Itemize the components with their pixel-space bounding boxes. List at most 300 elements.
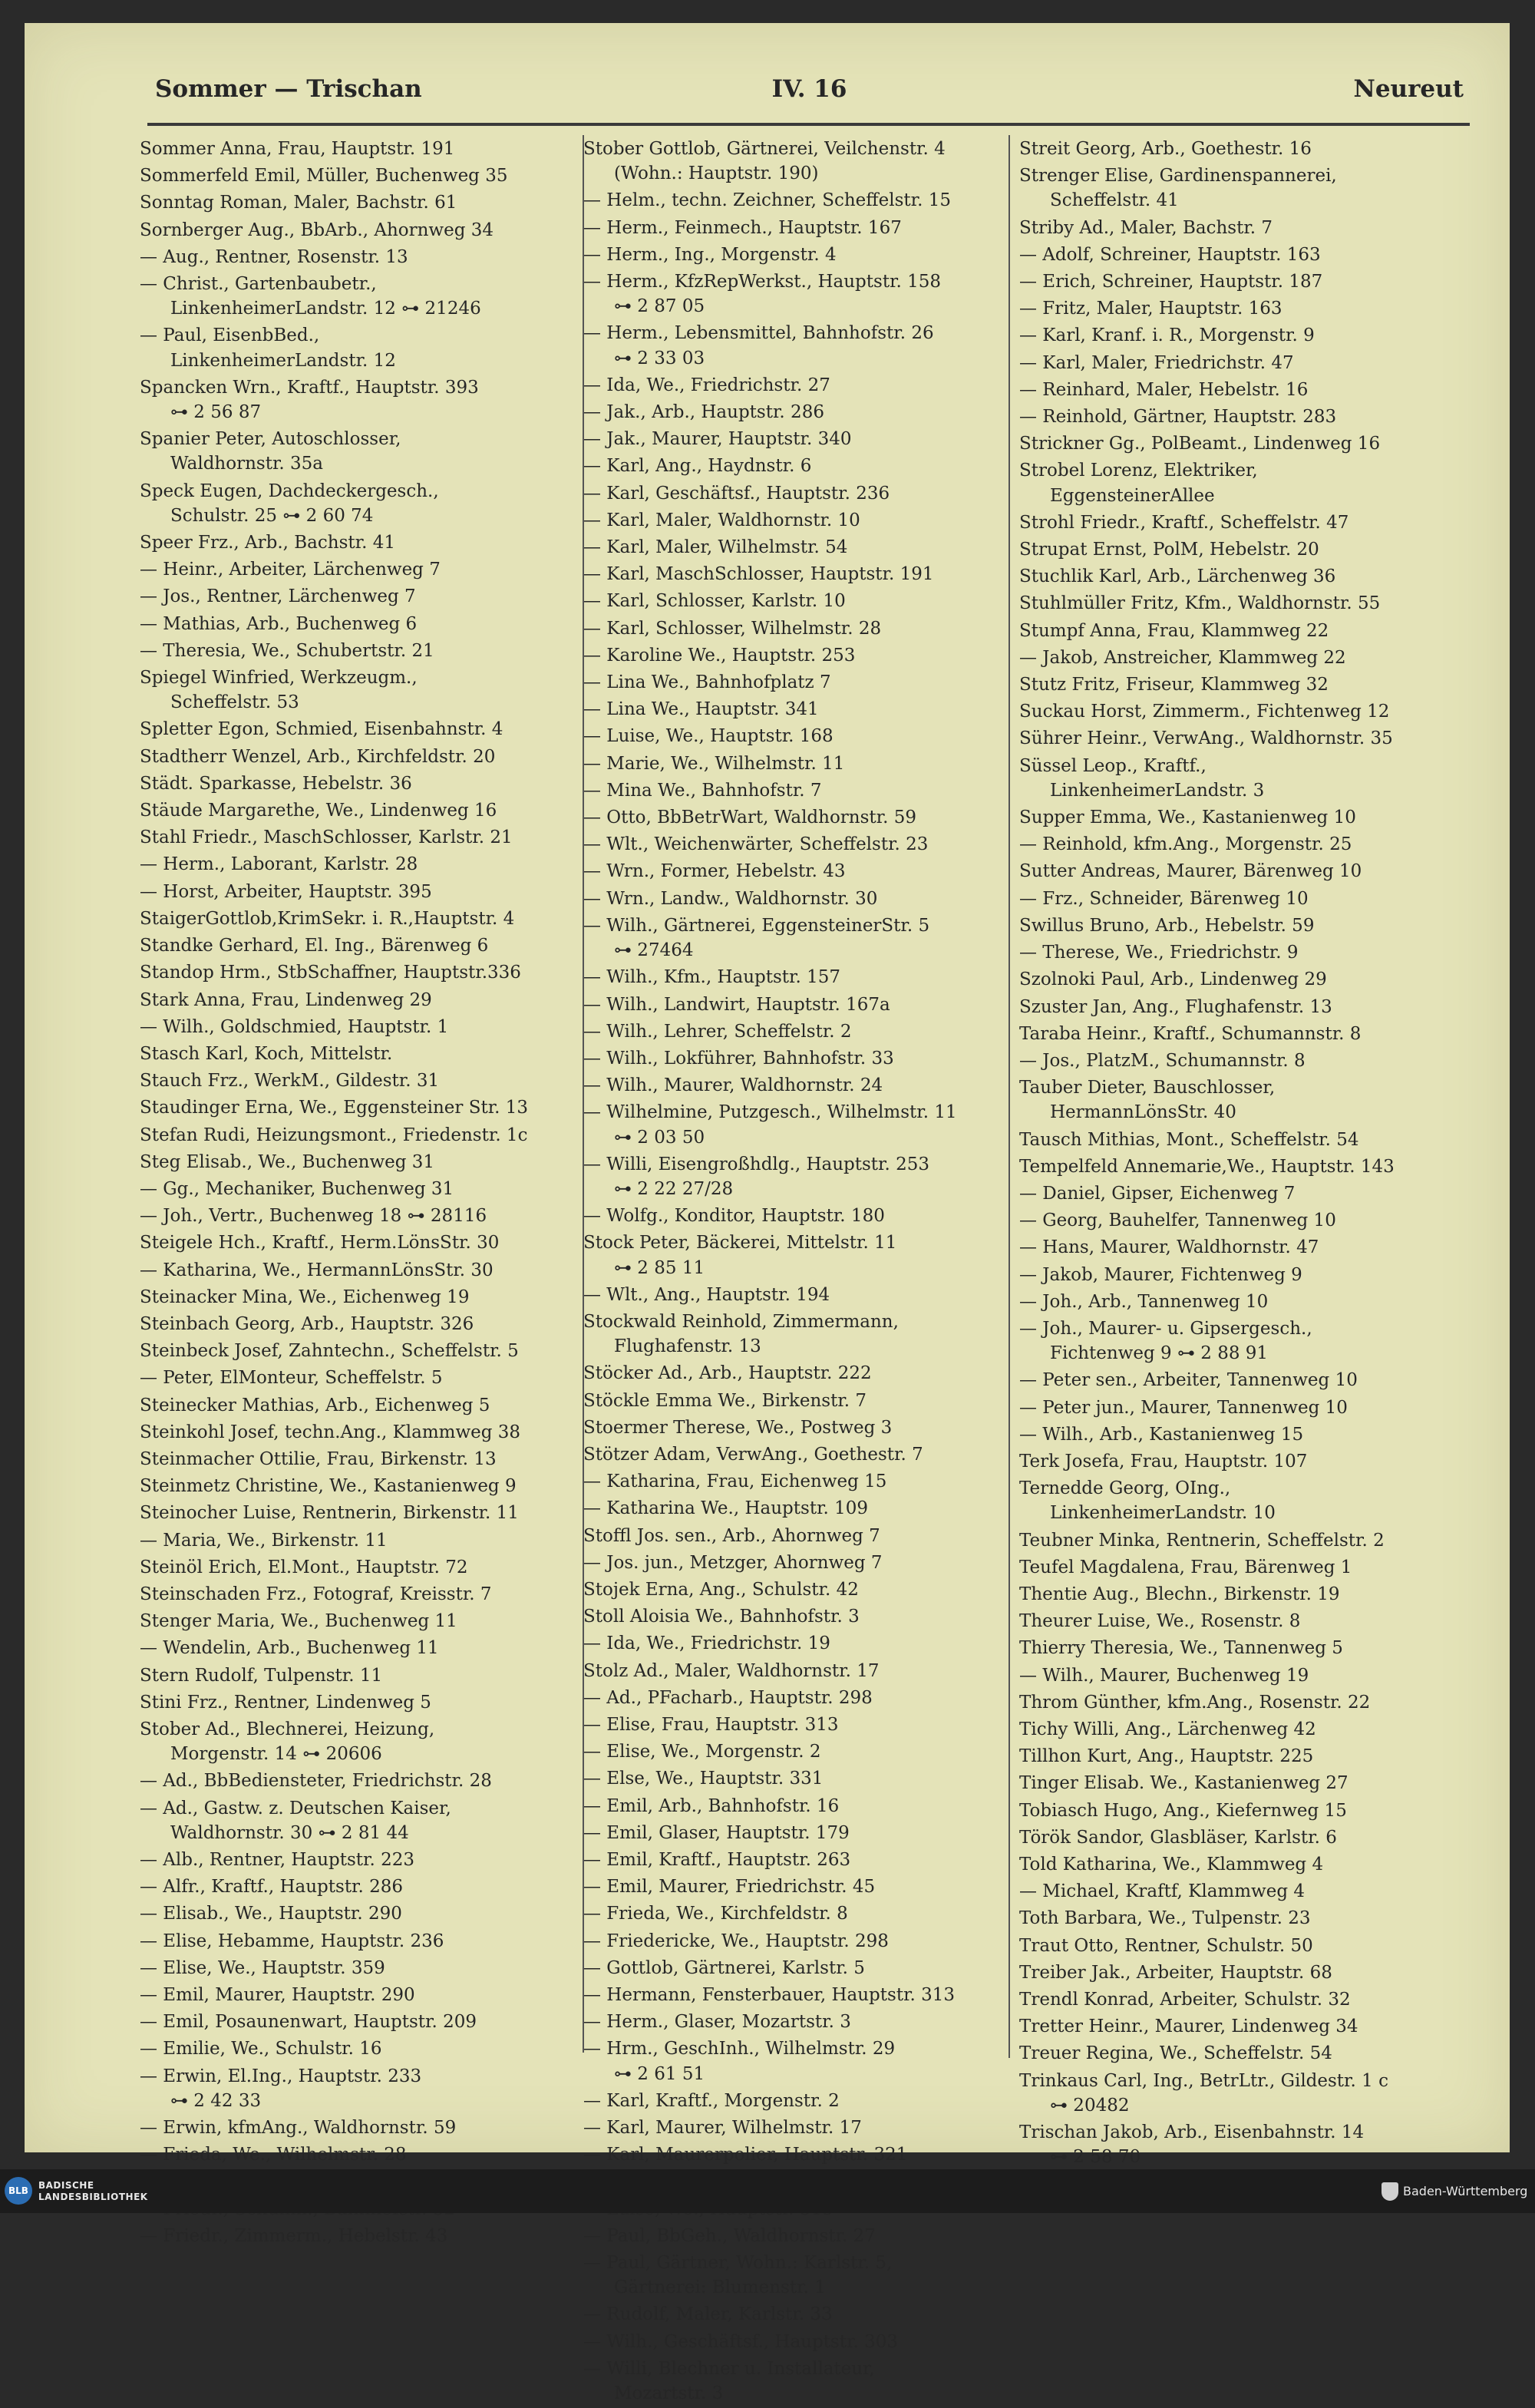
directory-entry	[140, 1339, 577, 1363]
entry-line: Ternedde Georg, OIng.,	[1019, 1478, 1231, 1499]
entry-line: Tichy Willi, Ang., Lärchenweg 42	[1019, 1719, 1316, 1739]
directory-entry	[1019, 726, 1472, 751]
entry-line: — Karoline We., Hauptstr. 253	[583, 645, 856, 666]
entry-continuation-line: LinkenheimerLandstr. 10	[1050, 1503, 1276, 1524]
entry-line: — Herm., Glaser, Mozartstr. 3	[583, 2012, 851, 2033]
entry-line: Stasch Karl, Koch, Mittelstr.	[140, 1043, 393, 1064]
directory-entry	[1019, 1636, 1472, 1660]
entry-line: — Gg., Mechaniker, Buchenweg 31	[140, 1178, 454, 1199]
directory-entry	[1019, 1744, 1472, 1769]
directory-entry	[1019, 137, 1472, 161]
directory-entry	[583, 859, 1002, 884]
directory-entry	[583, 508, 1002, 533]
entry-line: — Friedr., Zimmerm., Hebelstr. 43	[140, 2225, 448, 2246]
entry-line: — Peter sen., Arbeiter, Tannenweg 10	[1019, 1370, 1358, 1391]
entry-line: — Fritz, Maler, Hauptstr. 163	[1019, 299, 1282, 319]
entry-line: Stötzer Adam, VerwAng., Goethestr. 7	[583, 1444, 923, 1465]
entry-line: — Alfr., Kraftf., Hauptstr. 286	[140, 1877, 404, 1898]
entry-continuation-line: ⊶ 2 85 11	[614, 1257, 705, 1278]
directory-entry	[140, 164, 577, 188]
directory-entry	[583, 805, 1002, 830]
directory-entry	[140, 2142, 577, 2167]
directory-entry	[583, 1766, 1002, 1791]
directory-entry	[140, 1501, 577, 1525]
entry-line: — Mathias, Arb., Buchenweg 6	[140, 613, 418, 634]
entry-line: Trischan Jakob, Arb., Eisenbahnstr. 14	[1019, 2122, 1365, 2143]
directory-entry	[583, 913, 1002, 963]
entry-line: Thentie Aug., Blechn., Birkenstr. 19	[1019, 1584, 1340, 1604]
entry-line: Stadtherr Wenzel, Arb., Kirchfeldstr. 20	[140, 746, 496, 767]
directory-entry	[140, 1204, 577, 1228]
entry-line: Städt. Sparkasse, Hebelstr. 36	[140, 773, 412, 794]
directory-column-3	[1019, 137, 1472, 2172]
directory-entry	[140, 1366, 577, 1390]
directory-entry	[1019, 269, 1472, 294]
entry-continuation-line: Flughafenstr. 13	[614, 1336, 761, 1357]
entry-line: — Rudolf, Maler, Karlstr. 33	[583, 2304, 833, 2325]
directory-entry	[140, 1929, 577, 1954]
entry-continuation-line: ⊶ 2 03 50	[614, 1127, 705, 1148]
directory-entry	[583, 269, 1002, 319]
entry-line: — Horst, Arbeiter, Hauptstr. 395	[140, 881, 432, 902]
directory-entry	[583, 1901, 1002, 1926]
library-footer	[0, 2169, 1535, 2213]
directory-entry	[140, 479, 577, 528]
directory-entry	[1019, 351, 1472, 375]
directory-entry	[1019, 1934, 1472, 1958]
entry-line: Szuster Jan, Ang., Flughafenstr. 13	[1019, 996, 1332, 1017]
entry-line: Strenger Elise, Gardinenspannerei,	[1019, 166, 1337, 187]
directory-entry	[583, 1713, 1002, 1737]
directory-entry	[140, 1636, 577, 1660]
entry-continuation-line: ⊶ 2 22 27/28	[614, 1178, 734, 1199]
directory-entry	[1019, 1208, 1472, 1233]
page-header	[155, 69, 1464, 123]
entry-line: Stuchlik Karl, Arb., Lärchenweg 36	[1019, 566, 1336, 587]
entry-line: — Katharina, We., HermannLönsStr. 30	[140, 1260, 494, 1280]
entry-line: Stober Ad., Blechnerei, Heizung,	[140, 1719, 435, 1739]
directory-entry	[140, 557, 577, 582]
entry-line: — Ida, We., Friedrichstr. 27	[583, 375, 830, 395]
directory-entry	[583, 535, 1002, 560]
entry-line: Stober Gottlob, Gärtnerei, Veilchenstr. 4	[583, 139, 946, 159]
entry-line: Stöckle Emma We., Birkenstr. 7	[583, 1390, 867, 1411]
entry-line: — Therese, We., Friedrichstr. 9	[1019, 943, 1299, 963]
directory-entry	[583, 2010, 1002, 2034]
entry-line: — Ad., PFacharb., Hauptstr. 298	[583, 1687, 873, 1708]
entry-line: Spletter Egon, Schmied, Eisenbahnstr. 4	[140, 719, 503, 740]
entry-line: Striby Ad., Maler, Bachstr. 7	[1019, 217, 1273, 238]
directory-entry	[583, 2302, 1002, 2327]
directory-entry	[1019, 296, 1472, 321]
directory-entry	[583, 1415, 1002, 1440]
entry-line: Tillhon Kurt, Ang., Hauptstr. 225	[1019, 1746, 1314, 1767]
entry-line: Szolnoki Paul, Arb., Lindenweg 29	[1019, 969, 1327, 990]
entry-line: Stoffl Jos. sen., Arb., Ahornweg 7	[583, 1525, 880, 1546]
directory-entry	[140, 852, 577, 877]
entry-line: Stini Frz., Rentner, Lindenweg 5	[140, 1692, 431, 1713]
entry-line: — Wilh., Landwirt, Hauptstr. 167a	[583, 994, 890, 1015]
entry-line: Steinmacher Ottilie, Frau, Birkenstr. 13	[140, 1448, 497, 1469]
directory-entry	[583, 1604, 1002, 1629]
directory-entry	[583, 751, 1002, 776]
entry-line: — Luise, We., Hauptstr. 168	[583, 726, 834, 747]
directory-entry	[140, 1069, 577, 1093]
entry-line: Stoermer Therese, We., Postweg 3	[583, 1417, 893, 1438]
directory-entry	[140, 1717, 577, 1766]
directory-entry	[140, 1447, 577, 1472]
entry-continuation-line: Schulstr. 25 ⊶ 2 60 74	[170, 505, 374, 526]
entry-line: — Karl, Maler, Wilhelmstr. 54	[583, 537, 848, 558]
directory-entry	[140, 960, 577, 985]
entry-line: — Karl, Schlosser, Karlstr. 10	[583, 591, 846, 612]
directory-column-1	[140, 137, 577, 2251]
directory-entry	[583, 2224, 1002, 2248]
directory-entry	[140, 190, 577, 215]
entry-line: — Christ., Gartenbaubetr.,	[140, 274, 377, 295]
entry-line: Steinschaden Frz., Fotograf, Kreisstr. 7	[140, 1584, 492, 1604]
directory-entry	[140, 1420, 577, 1445]
directory-entry	[140, 988, 577, 1012]
entry-line: — Wolfg., Konditor, Hauptstr. 180	[583, 1206, 885, 1227]
entry-line: Stark Anna, Frau, Lindenweg 29	[140, 989, 432, 1010]
directory-entry	[583, 1524, 1002, 1548]
entry-line: Theurer Luise, We., Rosenstr. 8	[1019, 1611, 1301, 1632]
header-section-number: IV. 16	[771, 75, 847, 103]
directory-entry	[583, 1361, 1002, 1386]
directory-entry	[1019, 431, 1472, 456]
entry-line: — Wlt., Ang., Hauptstr. 194	[583, 1284, 830, 1305]
directory-entry	[140, 1258, 577, 1283]
entry-line: — Emil, Glaser, Hauptstr. 179	[583, 1822, 850, 1843]
entry-line: Throm Günther, kfm.Ang., Rosenstr. 22	[1019, 1692, 1371, 1713]
entry-line: — Erich, Schreiner, Hauptstr. 187	[1019, 272, 1323, 292]
entry-line: — Else, We., Hauptstr. 331	[583, 1769, 824, 1789]
entry-line: — Wilhelmine, Putzgesch., Wilhelmstr. 11	[583, 1102, 957, 1123]
entry-continuation-line: Scheffelstr. 53	[170, 692, 299, 713]
entry-continuation-line: ⊶ 2 42 33	[170, 2090, 262, 2111]
entry-line: — Herm., Ing., Morgenstr. 4	[583, 244, 837, 265]
directory-entry	[583, 1686, 1002, 1710]
directory-entry	[583, 2036, 1002, 2086]
entry-line: Sornberger Aug., BbArb., Ahornweg 34	[140, 220, 494, 240]
entry-line: Steg Elisab., We., Buchenweg 31	[140, 1151, 435, 1172]
entry-line: Toth Barbara, We., Tulpenstr. 23	[1019, 1908, 1311, 1929]
entry-line: — Wilh., Lehrer, Scheffelstr. 2	[583, 1021, 852, 1042]
directory-entry	[1019, 1825, 1472, 1850]
directory-entry	[583, 1983, 1002, 2007]
entry-line: Stock Peter, Bäckerei, Mittelstr. 11	[583, 1233, 897, 1254]
directory-entry	[583, 188, 1002, 213]
directory-entry	[1019, 1717, 1472, 1742]
entry-line: — Wrn., Former, Hebelstr. 43	[583, 861, 846, 882]
entry-line: — Karl, Ang., Haydnstr. 6	[583, 456, 812, 477]
directory-entry	[140, 880, 577, 904]
directory-entry	[1019, 1663, 1472, 1688]
entry-line: — Reinhold, Gärtner, Hauptstr. 283	[1019, 407, 1337, 428]
directory-entry	[1019, 1181, 1472, 1206]
entry-line: — Alb., Rentner, Hauptstr. 223	[140, 1850, 415, 1870]
entry-line: — Jos., Rentner, Lärchenweg 7	[140, 586, 416, 607]
directory-entry	[583, 965, 1002, 989]
entry-line: — Ad., BbBediensteter, Friedrichstr. 28	[140, 1771, 492, 1792]
directory-entry	[583, 1929, 1002, 1954]
entry-line: — Peter jun., Maurer, Tannenweg 10	[1019, 1397, 1348, 1418]
directory-entry	[583, 1019, 1002, 1044]
entry-line: Speer Frz., Arb., Bachstr. 41	[140, 533, 395, 553]
entry-line: Stöcker Ad., Arb., Hauptstr. 222	[583, 1363, 872, 1384]
entry-line: Spanier Peter, Autoschlosser,	[140, 429, 401, 450]
entry-continuation-line: ⊶ 2 61 51	[614, 2063, 705, 2084]
entry-line: Sommer Anna, Frau, Hauptstr. 191	[140, 139, 455, 159]
entry-line: — Aug., Rentner, Rosenstr. 13	[140, 246, 408, 267]
entry-line: Steinbach Georg, Arb., Hauptstr. 326	[140, 1313, 474, 1334]
entry-line: Tempelfeld Annemarie,We., Hauptstr. 143	[1019, 1156, 1395, 1177]
entry-line: — Hermann, Fensterbauer, Hauptstr. 313	[583, 1985, 956, 2006]
directory-entry	[1019, 564, 1472, 589]
directory-entry	[1019, 2069, 1472, 2118]
directory-entry	[1019, 537, 1472, 562]
directory-entry	[140, 612, 577, 636]
entry-line: Steinacker Mina, We., Eichenweg 19	[140, 1287, 470, 1307]
entry-continuation-line: LinkenheimerLandstr. 12 ⊶ 21246	[170, 299, 481, 319]
directory-entry	[1019, 832, 1472, 857]
entry-line: Stäude Margarethe, We., Lindenweg 16	[140, 801, 497, 821]
entry-line: — Karl, MaschSchlosser, Hauptstr. 191	[583, 564, 934, 585]
entry-line: — Herm., Feinmech., Hauptstr. 167	[583, 217, 902, 238]
entry-line: — Katharina We., Hauptstr. 109	[583, 1498, 869, 1519]
entry-continuation-line: ⊶ 2 33 03	[614, 348, 705, 368]
directory-entry	[1019, 1290, 1472, 1314]
directory-entry	[140, 2010, 577, 2034]
directory-column-2	[583, 137, 1002, 2408]
directory-entry	[583, 1310, 1002, 1359]
directory-entry	[140, 1230, 577, 1255]
directory-entry	[140, 1177, 577, 1201]
entry-line: Stefan Rudi, Heizungsmont., Friedenstr. 1c	[140, 1125, 528, 1145]
entry-line: — Elise, We., Morgenstr. 2	[583, 1742, 821, 1762]
directory-entry	[583, 832, 1002, 857]
entry-line: — Emil, Posaunenwart, Hauptstr. 209	[140, 2012, 477, 2033]
directory-entry	[1019, 1154, 1472, 1179]
directory-entry	[140, 1312, 577, 1336]
entry-line: Terk Josefa, Frau, Hauptstr. 107	[1019, 1451, 1308, 1472]
entry-line: Teufel Magdalena, Frau, Bärenweg 1	[1019, 1557, 1352, 1577]
entry-line: — Wilh., Lokführer, Bahnhofstr. 33	[583, 1048, 894, 1069]
directory-entry	[583, 481, 1002, 506]
directory-entry	[140, 1123, 577, 1148]
entry-line: Spiegel Winfried, Werkzeugm.,	[140, 668, 418, 689]
directory-entry	[1019, 859, 1472, 884]
directory-entry	[583, 1956, 1002, 1980]
directory-entry	[140, 717, 577, 742]
entry-line: Traut Otto, Rentner, Schulstr. 50	[1019, 1935, 1313, 1956]
directory-entry	[1019, 619, 1472, 643]
entry-line: Trinkaus Carl, Ing., BetrLtr., Gildestr. 1 c	[1019, 2070, 1388, 2091]
entry-line: — Mina We., Bahnhofstr. 7	[583, 780, 822, 801]
entry-line: Stahl Friedr., MaschSchlosser, Karlstr. 21	[140, 827, 513, 848]
directory-entry	[583, 1794, 1002, 1818]
entry-line: — Frieda, We., Kirchfeldstr. 8	[583, 1904, 848, 1924]
directory-entry	[140, 1528, 577, 1553]
entry-continuation-line: Morgenstr. 14 ⊶ 20606	[170, 1744, 382, 1765]
directory-entry	[1019, 646, 1472, 670]
entry-continuation-line: Gärtnerei: Blumenstr. 1	[614, 2278, 826, 2298]
entry-line: Stuhlmüller Fritz, Kfm., Waldhornstr. 55	[1019, 593, 1381, 614]
entry-line: — Katharina, Frau, Eichenweg 15	[583, 1472, 887, 1492]
directory-entry	[140, 745, 577, 769]
directory-entry	[140, 245, 577, 269]
entry-line: — Karl, Maler, Friedrichstr. 47	[1019, 352, 1294, 373]
entry-continuation-line: LinkenheimerLandstr. 3	[1050, 780, 1265, 801]
directory-entry	[583, 1442, 1002, 1467]
entry-continuation-line: Fichtenweg 9 ⊶ 2 88 91	[1050, 1343, 1269, 1364]
directory-entry	[1019, 1049, 1472, 1073]
directory-entry	[1019, 1987, 1472, 2012]
entry-line: Taraba Heinr., Kraftf., Schumannstr. 8	[1019, 1023, 1362, 1044]
directory-entry	[1019, 1235, 1472, 1260]
entry-line: Süssel Leop., Kraftf.,	[1019, 755, 1207, 776]
entry-line: — Otto, BbBetrWart, Waldhornstr. 59	[583, 808, 917, 828]
directory-entry	[1019, 1263, 1472, 1287]
entry-line: — Erwin, El.Ing., Hauptstr. 233	[140, 2066, 422, 2086]
entry-line: — Karl, Maler, Waldhornstr. 10	[583, 510, 860, 530]
state-crest-icon	[1382, 2182, 1398, 2201]
entry-line: — Maria, We., Birkenstr. 11	[140, 1530, 388, 1551]
entry-line: — Wilh., Maurer, Buchenweg 19	[1019, 1665, 1309, 1686]
directory-entry	[140, 1285, 577, 1310]
directory-entry	[583, 616, 1002, 641]
directory-entry	[583, 2142, 1002, 2167]
library-name: BADISCHE LANDESBIBLIOTHEK	[38, 2180, 148, 2202]
entry-line: Steinocher Luise, Rentnerin, Birkenstr. 11	[140, 1503, 519, 1524]
entry-line: — Karl, Kraftf., Morgenstr. 2	[583, 2090, 840, 2111]
entry-line: — Willi, Eisengroßhdlg., Hauptstr. 253	[583, 1154, 930, 1174]
entry-line: — Wlt., Weichenwärter, Scheffelstr. 23	[583, 834, 929, 855]
directory-entry	[583, 1152, 1002, 1201]
entry-line: Trendl Konrad, Arbeiter, Schulstr. 32	[1019, 1990, 1351, 2010]
entry-line: — Karl, Maurerpolier, Hauptstr. 321	[583, 2145, 908, 2165]
entry-line: — Paul, Gärtner, Wohn.: Karlstr. 5,	[583, 2253, 893, 2274]
entry-line: Stolz Ad., Maler, Waldhornstr. 17	[583, 1660, 880, 1681]
directory-entry	[583, 1496, 1002, 1521]
directory-entry	[583, 2330, 1002, 2354]
directory-entry	[140, 218, 577, 243]
entry-line: — Jos. jun., Metzger, Ahornweg 7	[583, 1552, 883, 1573]
entry-line: Stauch Frz., WerkM., Gildestr. 31	[140, 1071, 440, 1092]
entry-line: — Jakob, Maurer, Fichtenweg 9	[1019, 1264, 1302, 1285]
entry-line: — Elise, We., Hauptstr. 359	[140, 1957, 385, 1978]
entry-line: Stoll Aloisia We., Bahnhofstr. 3	[583, 1607, 860, 1627]
directory-entry	[583, 2089, 1002, 2113]
entry-line: Stutz Fritz, Friseur, Klammweg 32	[1019, 675, 1329, 695]
entry-line: — Karl, Kranf. i. R., Morgenstr. 9	[1019, 325, 1315, 346]
entry-line: Supper Emma, We., Kastanienweg 10	[1019, 808, 1356, 828]
directory-entry	[1019, 1449, 1472, 1474]
header-rule	[147, 123, 1470, 126]
entry-line: — Friedericke, We., Hauptstr. 298	[583, 1931, 889, 1951]
directory-entry	[1019, 1879, 1472, 1904]
entry-line: Steinöl Erich, El.Mont., Hauptstr. 72	[140, 1557, 468, 1577]
entry-line: — Wendelin, Arb., Buchenweg 11	[140, 1638, 439, 1659]
entry-line: — Lina We., Bahnhofplatz 7	[583, 672, 831, 693]
directory-entry	[1019, 1368, 1472, 1392]
entry-line: — Ida, We., Friedrichstr. 19	[583, 1633, 830, 1654]
entry-line: — Theresia, We., Schubertstr. 21	[140, 640, 434, 661]
entry-line: Spancken Wrn., Kraftf., Hauptstr. 393	[140, 377, 479, 398]
directory-entry	[583, 643, 1002, 668]
entry-line: — Helm., techn. Zeichner, Scheffelstr. 15	[583, 190, 951, 211]
entry-line: — Herm., KfzRepWerkst., Hauptstr. 158	[583, 272, 942, 292]
entry-continuation-line: Waldhornstr. 30 ⊶ 2 81 44	[170, 1822, 409, 1843]
entry-line: — Herm., Laborant, Karlstr. 28	[140, 854, 418, 875]
entry-line: — Elise, Frau, Hauptstr. 313	[583, 1714, 839, 1735]
entry-line: — Peter, ElMonteur, Scheffelstr. 5	[140, 1368, 443, 1389]
entry-line: Strobel Lorenz, Elektriker,	[1019, 461, 1258, 481]
entry-line: — Georg, Bauhelfer, Tannenweg 10	[1019, 1211, 1336, 1231]
directory-entry	[1019, 243, 1472, 267]
directory-entry	[583, 562, 1002, 586]
directory-entry	[1019, 323, 1472, 348]
entry-line: StaigerGottlob,KrimSekr. i. R.,Hauptstr. 4	[140, 908, 515, 929]
entry-line: Suckau Horst, Zimmerm., Fichtenweg 12	[1019, 702, 1390, 722]
directory-entry	[583, 1073, 1002, 1098]
entry-line: — Paul, BbGeh., Waldhornstr. 27	[583, 2225, 876, 2246]
entry-line: — Paul, EisenbBed.,	[140, 325, 320, 346]
directory-entry	[140, 771, 577, 796]
directory-entry	[140, 1609, 577, 1633]
directory-entry	[583, 1848, 1002, 1872]
directory-entry	[1019, 1476, 1472, 1525]
directory-entry	[140, 907, 577, 931]
entry-line: — Emil, Maurer, Hauptstr. 290	[140, 1985, 415, 2006]
directory-entry	[583, 2116, 1002, 2140]
entry-line: — Wilh., Kfm., Hauptstr. 157	[583, 967, 841, 988]
entry-line: Stenger Maria, We., Buchenweg 11	[140, 1611, 457, 1632]
entry-line: Strupat Ernst, PolM, Hebelstr. 20	[1019, 540, 1319, 560]
directory-entry	[140, 1983, 577, 2007]
state-name: Baden-Württemberg	[1403, 2184, 1528, 2198]
directory-entry	[1019, 1690, 1472, 1715]
entry-line: Treuer Regina, We., Scheffelstr. 54	[1019, 2043, 1332, 2064]
directory-entry	[140, 137, 577, 161]
directory-entry	[1019, 1022, 1472, 1046]
directory-entry	[583, 778, 1002, 803]
entry-line: — Wilh., Arb., Kastanienweg 15	[1019, 1424, 1304, 1445]
directory-entry	[140, 272, 577, 321]
directory-entry	[1019, 1906, 1472, 1931]
directory-entry	[583, 1230, 1002, 1280]
directory-entry	[140, 2116, 577, 2140]
entry-line: — Wilh., Maurer, Waldhornstr. 24	[583, 1075, 883, 1096]
directory-entry	[1019, 1582, 1472, 1607]
directory-entry	[583, 1389, 1002, 1413]
entry-line: Steinbeck Josef, Zahntechn., Scheffelstr. 5	[140, 1341, 519, 1362]
entry-line: — Elisab., We., Hauptstr. 290	[140, 1904, 402, 1924]
entry-line: — Ad., Gastw. z. Deutschen Kaiser,	[140, 1798, 451, 1818]
directory-entry	[583, 670, 1002, 695]
directory-entry	[1019, 216, 1472, 240]
directory-entry	[1019, 672, 1472, 697]
directory-entry	[140, 2064, 577, 2113]
entry-continuation-line: HermannLönsStr. 40	[1050, 1102, 1236, 1123]
entry-continuation-line: ⊶ 2 56 87	[170, 402, 262, 423]
entry-line: Staudinger Erna, We., Eggensteiner Str. 13	[140, 1098, 529, 1118]
directory-entry	[583, 589, 1002, 613]
entry-line: Strohl Friedr., Kraftf., Scheffelstr. 47	[1019, 512, 1349, 533]
entry-line: — Michael, Kraftf, Klammweg 4	[1019, 1881, 1306, 1902]
entry-line: — Joh., Arb., Tannenweg 10	[1019, 1291, 1269, 1312]
